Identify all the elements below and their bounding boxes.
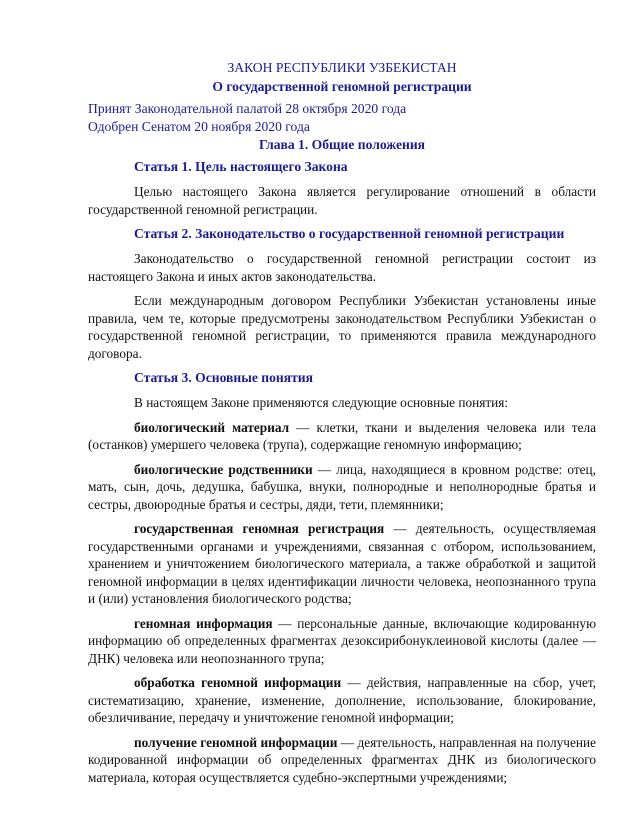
definition-text: — действия, направленные на сбор, учет, систематизацию, хранение, изменение, дополнение, использование, блокирование, обезличивание, передачу и уничтожение геномной информации;	[88, 675, 596, 725]
adoption-date: Принят Законодательной палатой 28 октября 2020 года	[88, 101, 407, 116]
definition-term: получение геномной информации	[134, 734, 338, 750]
article-2	[88, 225, 596, 362]
definition-item	[88, 734, 596, 787]
article-intro: В настоящем Законе применяются следующие основные понятия:	[134, 395, 509, 410]
article-heading: Статья 2. Законодательство о государственной геномной регистрации	[134, 226, 565, 241]
definition-item	[88, 419, 596, 454]
definition-text: — персональные данные, включающие кодированную информацию об определенных фрагментах дезоксирибонуклеиновой кислоты (далее — ДНК) человека или неопознанного трупа;	[88, 615, 597, 666]
document-page	[88, 58, 596, 793]
definition-text: — лица, находящиеся в кровном родстве: отец, мать, сын, дочь, дедушка, бабушка, внуки, полнородные и неполнородные братья и сестры, двоюродные братья и сестры, дяди, тети, племянники;	[88, 461, 596, 512]
definition-item	[88, 461, 596, 514]
approval-date: Одобрен Сенатом 20 ноября 2020 года	[88, 119, 310, 134]
definition-item	[88, 674, 596, 727]
definition-term: государственная геномная регистрация	[134, 521, 385, 536]
definition-term: биологические родственники	[134, 461, 313, 477]
chapter-heading: Глава 1. Общие положения	[258, 137, 426, 152]
article-paragraph: Законодательство о государственной геномной регистрации состоит из настоящего Закона и иных актов законодательства.	[88, 251, 596, 284]
definition-item	[88, 520, 596, 608]
article-paragraph: Целью настоящего Закона является регулирование отношений в области государственной геномной регистрации.	[88, 184, 596, 217]
article-paragraph: Если международным договором Республики Узбекистан установлены иные правила, чем те, которые предусмотрены законодательством Республики Узбекистан о государственной геномной регистрации, то применяются правила международного договора.	[88, 293, 596, 361]
article-heading: Статья 1. Цель настоящего Закона	[134, 159, 348, 174]
law-subtitle: О государственной геномной регистрации	[212, 79, 472, 94]
definition-term: обработка геномной информации	[134, 675, 342, 690]
definition-term: геномная информация	[134, 615, 273, 631]
article-3	[88, 369, 596, 786]
definition-term: биологический материал	[134, 419, 290, 435]
article-heading: Статья 3. Основные понятия	[134, 370, 313, 385]
law-title: ЗАКОН РЕСПУБЛИКИ УЗБЕКИСТАН	[227, 60, 457, 75]
definition-text: — клетки, ткани и выделения человека или тела (останков) умершего человека (трупа), содержащие геномную информацию;	[88, 419, 597, 452]
definition-text: — деятельность, осуществляемая государственными органами и учреждениями, связанная с отбором, использованием, хранением и уничтожением биологического материала, а также обработкой и защитой геномной информации в целях идентификации личности человека, неопознанного трупа и (или) установления биологического родства;	[88, 521, 596, 606]
definition-item	[88, 615, 596, 668]
definition-text: — деятельность, направленная на получение кодированной информации об определенных фрагментах ДНК из биологического материала, которая осуществляется судебно-экспертными учреждениями;	[88, 734, 596, 785]
article-1	[88, 158, 596, 218]
